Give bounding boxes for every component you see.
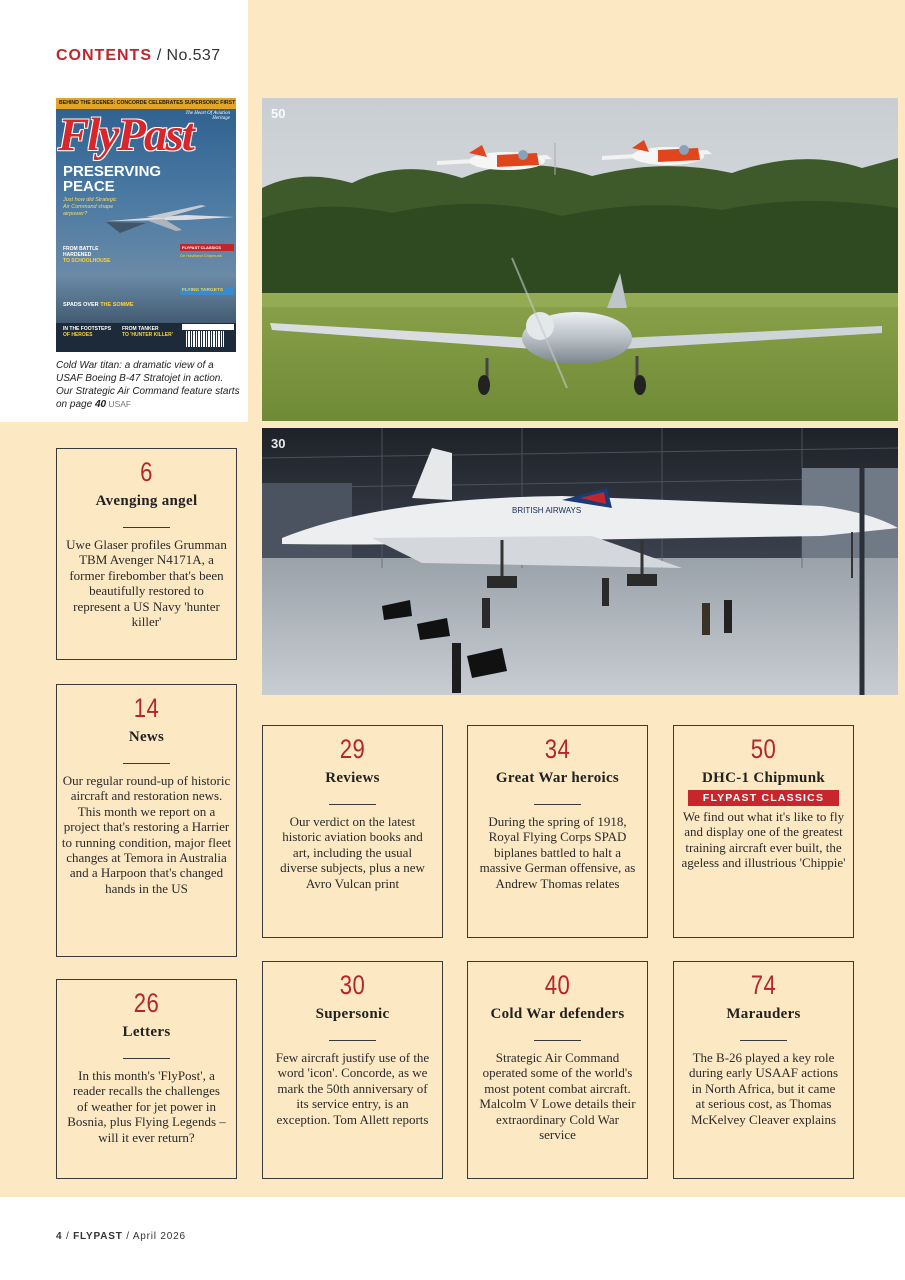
article-desc: During the spring of 1918, Royal Flying Corps SPAD biplanes battled to halt a massive German offensive, as Andrew Thomas relates [479, 814, 636, 891]
article-desc: Strategic Air Command operated some of the world's most potent combat aircraft. Malcolm V Lowe details their extraordinary Cold War service [479, 1050, 636, 1143]
chipmunk-photo[interactable] [262, 98, 898, 421]
airline-livery-text: BRITISH AIRWAYS [512, 506, 582, 515]
article-title: Great War heroics [495, 770, 620, 786]
article-page: 34 [544, 734, 571, 764]
article-desc: Uwe Glaser profiles Grumman TBM Avenger N4171A, a former firebomber that's been beautifully restored to represent a US Navy 'hunter killer' [66, 537, 227, 630]
cover-masthead: FlyPast [58, 109, 193, 161]
cover-strap: BEHIND THE SCENES: CONCORDE CELEBRATES SUPERSONIC FIRST [56, 98, 236, 109]
cover-classics-tag: FLYPAST CLASSICS [180, 244, 234, 251]
article-title: Supersonic [315, 1006, 390, 1022]
divider [123, 527, 170, 528]
contents-heading [56, 47, 221, 65]
article-title: Letters [122, 1024, 171, 1040]
article-title: Avenging angel [95, 493, 198, 509]
article-title: DHC-1 Chipmunk [702, 770, 825, 786]
footer-separator: / [122, 1231, 133, 1242]
article-page: 29 [339, 734, 366, 764]
cover-caption [56, 359, 241, 411]
article-box[interactable] [673, 961, 854, 1179]
article-page: 50 [750, 734, 777, 764]
article-box[interactable] [467, 725, 648, 938]
article-page: 30 [339, 970, 366, 1000]
cover-caption-text: Cold War titan: a dramatic view of a USAF Boeing B-47 Stratojet in action. Our Strategic Air Command feature starts on page [56, 360, 240, 410]
article-page: 74 [750, 970, 777, 1000]
article-box[interactable] [467, 961, 648, 1179]
footer-separator: / [62, 1231, 74, 1242]
cover-spads [63, 302, 134, 308]
article-desc: Our verdict on the latest historic aviation books and art, including the usual diverse subjects, plus a new Avro Vulcan print [280, 814, 425, 891]
divider [123, 1058, 170, 1059]
cover-spads-a: SPADS OVER [63, 302, 101, 308]
cover-caption-page: 40 [94, 399, 107, 410]
cover-caption-credit: USAF [106, 399, 132, 409]
cover-story-1b: HARDENED [63, 252, 92, 258]
cover-headline [63, 164, 161, 194]
footer-page-number: 4 [56, 1231, 63, 1242]
barcode-icon [186, 331, 224, 347]
article-title: Marauders [726, 1006, 801, 1022]
article-box[interactable] [56, 684, 237, 957]
divider [329, 1040, 376, 1041]
article-box[interactable] [56, 448, 237, 660]
magazine-cover[interactable] [56, 98, 236, 352]
article-title: Cold War defenders [490, 1006, 625, 1022]
article-desc: We find out what it's like to fly and display one of the greatest training aircraft ever built, the ageless and illustrious 'Chippie' [681, 809, 846, 871]
cover-classics-sub: De Havilland Chipmunk [180, 253, 222, 258]
cover-tanker-a: FROM TANKER [122, 326, 159, 332]
divider [740, 1040, 787, 1041]
article-page: 26 [133, 988, 160, 1018]
cover-footsteps-a: IN THE FOOTSTEPS [63, 326, 112, 332]
article-box[interactable] [262, 961, 443, 1179]
divider [534, 1040, 581, 1041]
cover-flying-tag: FLYING TARGETS [180, 287, 234, 295]
article-box[interactable] [673, 725, 854, 938]
footer-date: April 2026 [132, 1231, 186, 1242]
cover-story-1 [63, 246, 123, 264]
chipmunk-photo-image [262, 98, 898, 421]
classics-badge: FLYPAST CLASSICS [688, 790, 839, 806]
article-title: Reviews [325, 770, 380, 786]
article-desc: The B-26 played a key role during early USAAF actions in North Africa, but it came at serious cost, as Thomas McKelvey Cleaver explains [688, 1050, 839, 1127]
divider [123, 763, 170, 764]
article-title: News [128, 729, 165, 745]
cover-headline-line1: PRESERVING [63, 163, 162, 180]
cover-footsteps-b: OF HEROES [63, 332, 93, 338]
cover-barcode-label [182, 324, 234, 330]
cover-story-1a: FROM BATTLE [63, 246, 99, 252]
cover-tanker [122, 326, 182, 338]
divider [329, 804, 376, 805]
concorde-photo-image [262, 428, 898, 695]
page-footer [56, 1231, 186, 1242]
article-page: 14 [133, 693, 160, 723]
cover-bomber-image [106, 203, 236, 233]
cover-headline-line2: PEACE [63, 178, 115, 195]
footer-magazine: FLYPAST [73, 1231, 123, 1242]
article-desc: In this month's 'FlyPost', a reader recalls the challenges of weather for jet power in Bosnia, plus Flying Legends – will it ever return? [67, 1068, 226, 1145]
photo-page-number: 30 [271, 436, 286, 451]
cover-story-1c: TO SCHOOLHOUSE [63, 258, 111, 264]
article-box[interactable] [56, 979, 237, 1179]
photo-page-number: 50 [271, 106, 286, 121]
article-page: 6 [140, 457, 153, 487]
article-desc: Our regular round-up of historic aircraft and restoration news. This month we report on a project that's restoring a Harrier to running condition, major fleet changes at Temora in Australia and a Harpoon that's changed hands in the US [61, 773, 232, 896]
contents-label: CONTENTS [56, 47, 152, 64]
cover-tanker-b: TO 'HUNTER KILLER' [122, 332, 173, 338]
article-desc: Few aircraft justify use of the word 'icon'. Concorde, as we mark the 50th anniversary of its service entry, is an exception. Tom Allett reports [275, 1050, 430, 1127]
cover-footer [56, 323, 236, 352]
cover-tagline: The Heart Of Aviation Heritage [185, 111, 230, 121]
article-page: 40 [544, 970, 571, 1000]
cover-spads-b: THE SOMME [100, 302, 134, 308]
cover-footsteps [63, 326, 121, 338]
divider [534, 804, 581, 805]
article-box[interactable] [262, 725, 443, 938]
concorde-photo[interactable] [262, 428, 898, 695]
issue-number: / No.537 [152, 47, 221, 64]
cover-subhead: Just how did Strategic Air Command shape airpower? [63, 197, 117, 217]
